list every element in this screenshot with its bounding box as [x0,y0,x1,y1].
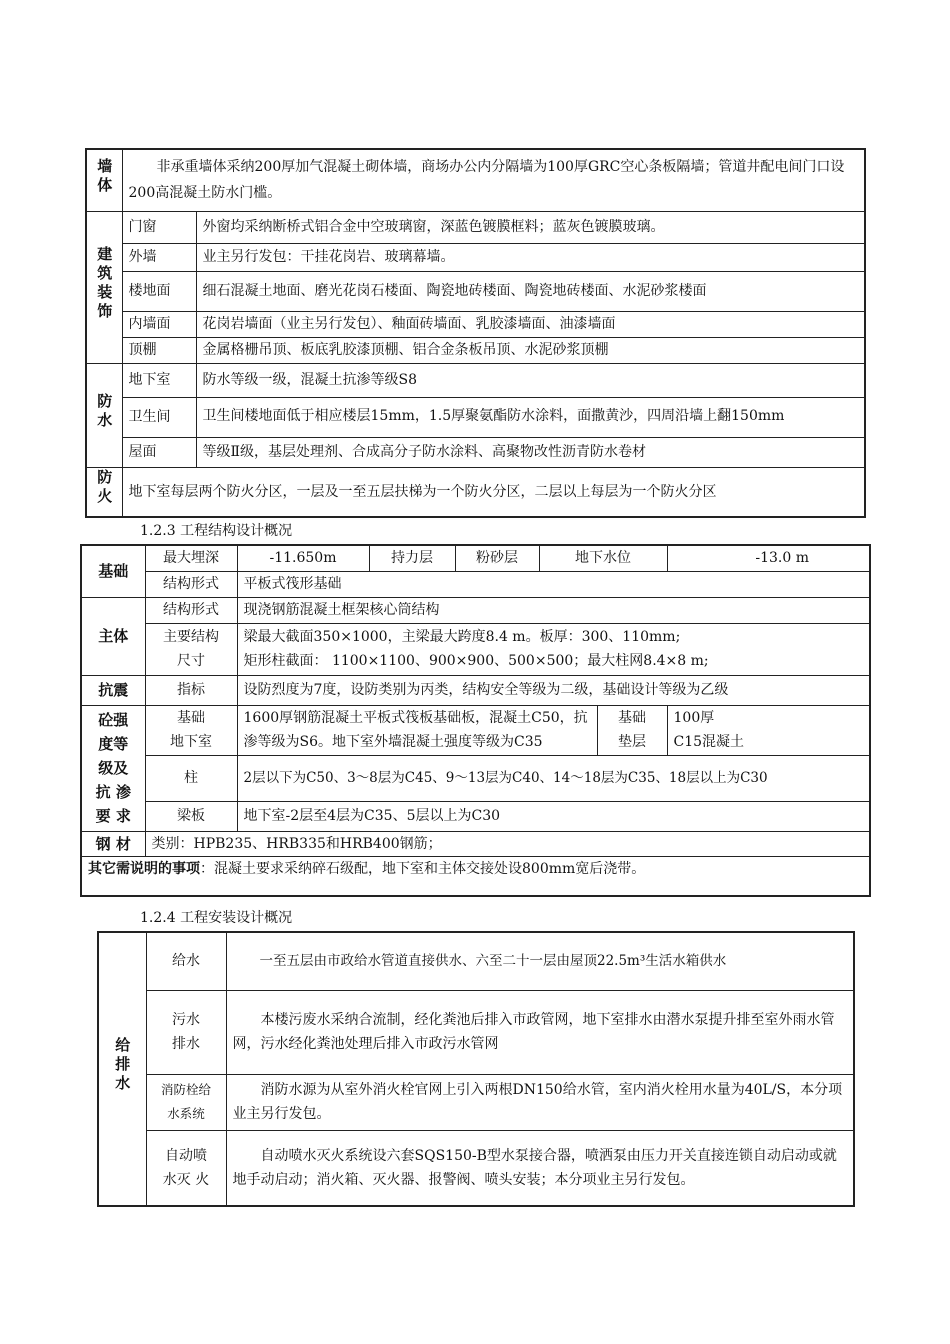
decor-value: 业主另行发包：干挂花岗岩、玻璃幕墙。 [196,243,865,271]
fire-head: 防火 [86,467,122,517]
conc-key: 基础 地下室 [145,705,237,755]
decor-value: 花岗岩墙面（业主另行发包）、釉面砖墙面、乳胶漆墙面、油漆墙面 [196,311,865,337]
found-layer: 粉砂层 [455,545,539,571]
structure-table [80,544,871,897]
other-label: 其它需说明的事项 [88,860,200,877]
wall-text: 非承重墙体采纳200厚加气混凝土砌体墙，商场办公内分隔墙为100厚GRC空心条板隔墙；管道井配电间门口设200高混凝土防水门槛。 [122,149,865,211]
install-value: 消防水源为从室外消火栓官网上引入两根DN150给水管，室内消火栓用水量为40L/S，本分项业主另行发包。 [226,1074,854,1130]
found-key: 结构形式 [145,571,237,597]
conc-value: 地下室-2层至4层为C35、5层以上为C30 [237,801,870,831]
install-key: 消防栓给 水系统 [146,1074,226,1130]
found-key: 持力层 [369,545,455,571]
install-value: 一至五层由市政给水管道直接供水、六至二十一层由屋顶22.5m³生活水箱供水 [226,932,854,990]
other-text: ：混凝土要求采纳碎石级配，地下室和主体交接处设800mm宽后浇带。 [200,860,646,877]
found-key: 地下水位 [539,545,667,571]
decor-value: 外窗均采纳断桥式铝合金中空玻璃窗，深蓝色镀膜框料；蓝灰色镀膜玻璃。 [196,211,865,243]
section-heading-structure: 1.2.3 工程结构设计概况 [140,523,293,539]
water-key: 地下室 [122,363,196,397]
water-value: 等级Ⅱ级，基层处理剂、合成高分子防水涂料、高聚物改性沥青防水卷材 [196,437,865,467]
water-key: 卫生间 [122,397,196,437]
found-key: 最大埋深 [145,545,237,571]
decor-key: 楼地面 [122,271,196,311]
install-table [97,931,855,1207]
seis-head: 抗震 [81,675,145,705]
conc-value: 100厚 C15混凝土 [667,705,870,755]
other-notes [81,856,870,896]
found-head: 基础 [81,545,145,597]
water-key: 屋面 [122,437,196,467]
found-value: 平板式筏形基础 [237,571,870,597]
conc-key: 梁板 [145,801,237,831]
water-head: 防水 [86,363,122,467]
water-value: 防水等级一级，混凝土抗渗等级S8 [196,363,865,397]
main-key: 结构形式 [145,597,237,623]
main-value: 梁最大截面350×1000，主梁最大跨度8.4 m。板厚：300、110mm; 矩形柱截面： 1100×1100、900×900、500×500；最大柱网8.4×8 m; [237,623,870,675]
found-depth: -11.650m [237,545,369,571]
conc-key: 柱 [145,755,237,801]
install-key: 自动喷 水灭 火 [146,1130,226,1206]
main-key: 主要结构 尺寸 [145,623,237,675]
water-value: 卫生间楼地面低于相应楼层15mm，1.5厚聚氨酯防水涂料，面撒黄沙，四周沿墙上翻150mm [196,397,865,437]
steel-head: 钢 材 [81,831,145,856]
conc-value: 2层以下为C50、3～8层为C45、9～13层为C40、14～18层为C35、18层以上为C30 [237,755,870,801]
conc-head: 砼强 度等 级及 抗 渗 要 求 [81,705,145,831]
found-groundwater: -13.0 m [667,545,870,571]
main-head: 主体 [81,597,145,675]
wall-head: 墙体 [86,149,122,211]
seis-value: 设防烈度为7度，设防类别为丙类，结构安全等级为二级，基础设计等级为乙级 [237,675,870,705]
main-value: 现浇钢筋混凝土框架核心筒结构 [237,597,870,623]
seis-key: 指标 [145,675,237,705]
building-table [85,148,866,518]
decor-head: 建筑装饰 [86,211,122,363]
install-value: 本楼污废水采纳合流制，经化粪池后排入市政管网，地下室排水由潜水泵提升排至室外雨水管网，污水经化粪池处理后排入市政污水管网 [226,990,854,1074]
decor-value: 细石混凝土地面、磨光花岗石楼面、陶瓷地砖楼面、陶瓷地砖楼面、水泥砂浆楼面 [196,271,865,311]
fire-text: 地下室每层两个防火分区，一层及一至五层扶梯为一个防火分区，二层以上每层为一个防火分区 [122,467,865,517]
wall-row [86,149,865,211]
install-value: 自动喷水灭火系统设六套SQS150-B型水泵接合器，喷洒泵由压力开关直接连锁自动启动或就地手动启动；消火箱、灭火器、报警阀、喷头安装；本分项业主另行发包。 [226,1130,854,1206]
conc-key: 基础 垫层 [597,705,667,755]
steel-value: 类别：HPB235、HRB335和HRB400钢筋； [145,831,870,856]
decor-key: 门窗 [122,211,196,243]
install-head: 给排水 [98,932,146,1206]
install-key: 污水 排水 [146,990,226,1074]
section-heading-install: 1.2.4 工程安装设计概况 [140,910,293,926]
install-key: 给水 [146,932,226,990]
decor-key: 内墙面 [122,311,196,337]
decor-key: 外墙 [122,243,196,271]
decor-key: 顶棚 [122,337,196,363]
decor-value: 金属格栅吊顶、板底乳胶漆顶棚、铝合金条板吊顶、水泥砂浆顶棚 [196,337,865,363]
conc-value: 1600厚钢筋混凝土平板式筏板基础板，混凝土C50，抗 渗等级为S6。地下室外墙混凝土强度等级为C35 [237,705,597,755]
